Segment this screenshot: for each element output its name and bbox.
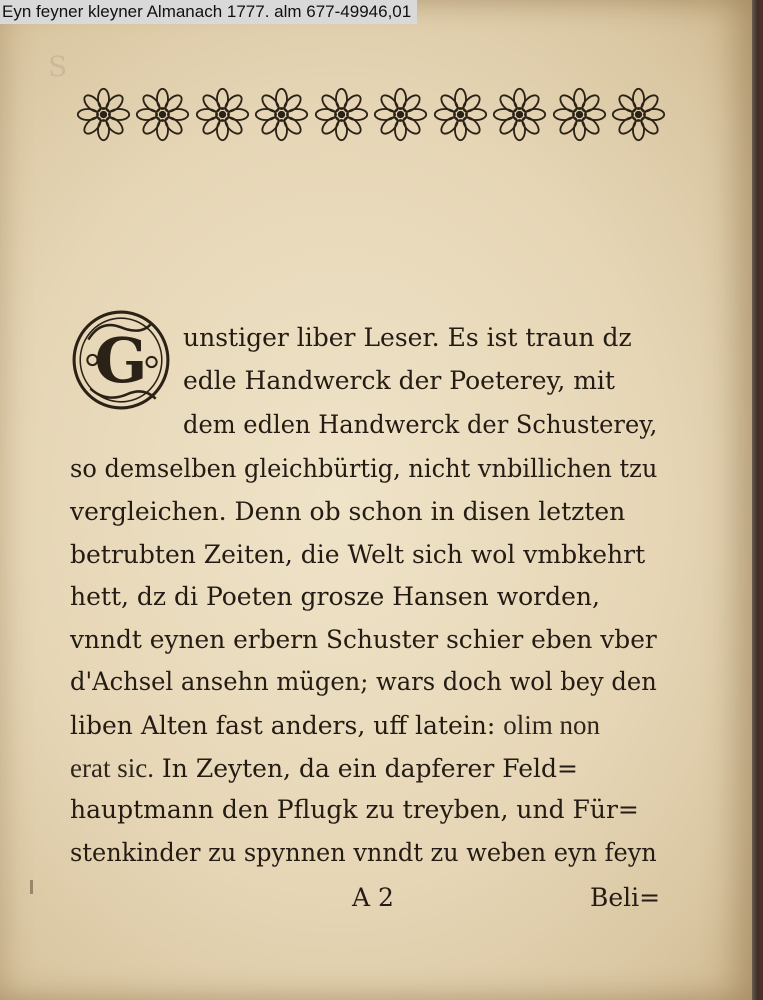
text-line [70, 748, 657, 788]
text-segment: betrubten Zeiten, die Welt sich wol vmbkehrt [70, 540, 646, 569]
flower-ornament-icon [254, 87, 309, 146]
latin-phrase: erat sic. [70, 753, 154, 783]
text-segment: d'Achsel ansehn mügen; wars doch wol bey den [70, 667, 657, 696]
text-segment: liben Alten fast anders, uff latein: [70, 711, 504, 740]
text-segment: so demselben gleichbürtig, nicht vnbillichen tzu [70, 454, 658, 483]
flower-ornament-icon [552, 87, 607, 146]
text-segment: dem edlen Handwerck der Schusterey, [183, 410, 658, 439]
text-line [70, 833, 657, 873]
flower-ornament-icon [314, 87, 369, 146]
text-segment: unstiger liber Leser. Es ist traun dz [183, 323, 632, 352]
flower-ornament-icon [135, 87, 190, 146]
flower-ornament-icon [611, 87, 666, 146]
text-line [70, 662, 657, 702]
signature-mark: A 2 [352, 883, 394, 912]
text-line [70, 620, 657, 660]
flower-ornament-icon [492, 87, 547, 146]
text-line [70, 535, 657, 575]
text-line [70, 705, 657, 745]
faint-library-stamp: S [48, 50, 68, 83]
text-line [70, 449, 658, 489]
flower-ornament-icon [373, 87, 428, 146]
image-caption: Eyn feyner kleyner Almanach 1777. alm 677-49946,01 [0, 0, 417, 24]
text-line [70, 492, 657, 532]
drop-cap-letter: G [94, 323, 148, 397]
text-segment: stenkinder zu spynnen vnndt zu weben eyn feyn [70, 838, 657, 867]
ornament-border [76, 84, 666, 148]
book-edge [752, 0, 763, 1000]
flower-ornament-icon [195, 87, 250, 146]
text-line [183, 405, 658, 445]
catchword: Beli= [590, 883, 661, 912]
text-segment: hauptmann den Pflugk zu treyben, und Für= [70, 795, 639, 824]
text-segment: In Zeyten, da ein dapferer Feld= [153, 754, 578, 783]
flower-ornament-icon [433, 87, 488, 146]
text-line [70, 790, 657, 830]
text-segment: vnndt eynen erbern Schuster schier eben vber [70, 625, 657, 654]
text-line [183, 361, 657, 401]
text-segment: vergleichen. Denn ob schon in disen letzten [70, 497, 626, 526]
flower-ornament-icon [76, 87, 131, 146]
latin-phrase: olim non [503, 710, 601, 740]
text-line [70, 577, 657, 617]
text-segment: edle Handwerck der Poeterey, mit [183, 366, 615, 395]
text-segment: hett, dz di Poeten grosze Hansen worden, [70, 582, 600, 611]
text-line [183, 318, 657, 358]
ink-spot [30, 880, 33, 894]
drop-cap [70, 307, 172, 413]
